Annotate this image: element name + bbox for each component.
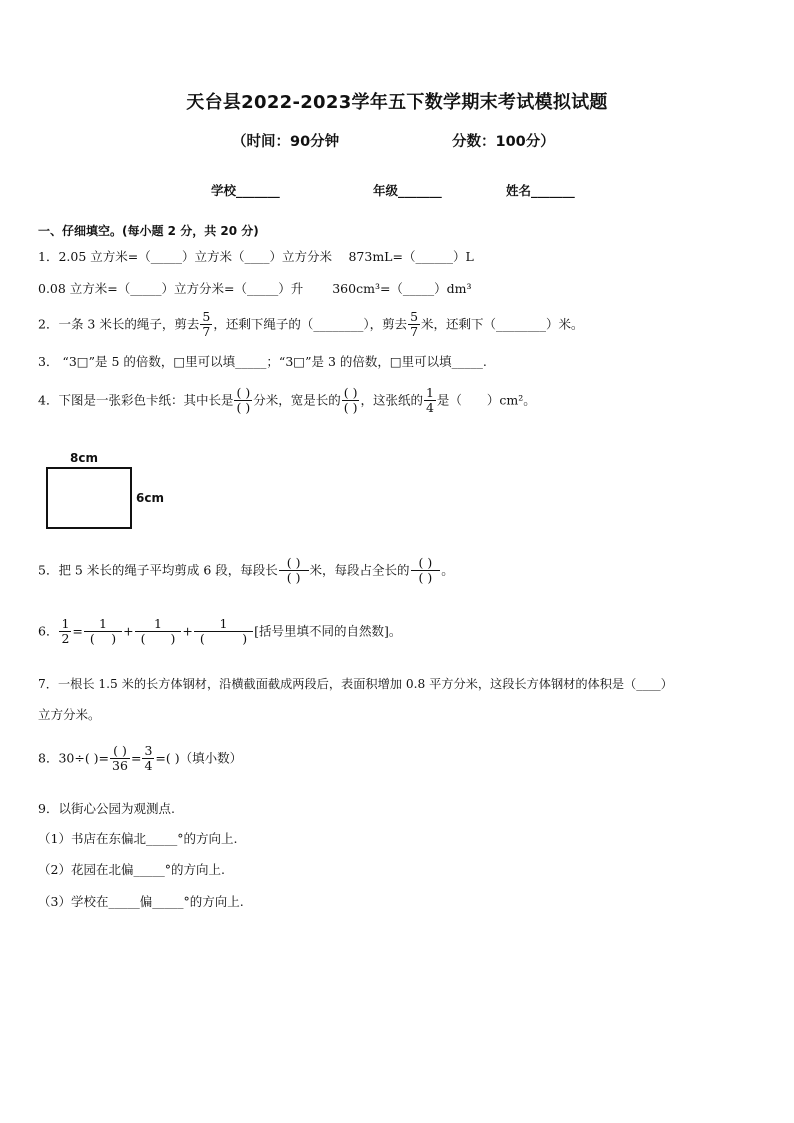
question-7-line-1: 7．一根长 1.5 米的长方体钢材，沿横截面截成两段后，表面积增加 0.8 平方分米，这段长方体钢材的体积是（____） [38,677,673,691]
length-label: 8cm [70,451,98,465]
question-7-line-2: 立方分米。 [38,707,101,722]
q2-text-c: 米，还剩下（________）米。 [421,316,584,332]
question-1-line-2: 0.08 立方米=（_____）立方分米=（_____）升 360cm³=（_____）dm³ [38,281,472,296]
equals-sign: = [130,750,142,766]
denominator: ( ) [140,631,176,647]
plus-sign: + [182,623,193,639]
question-9-part-2: （2）花园在北偏_____°的方向上. [38,862,225,877]
question-5 [38,556,454,586]
q4-text-b: 分米，宽是长的 [253,392,341,408]
question-6 [38,617,401,647]
q8-text-c: =( )（填小数） [155,750,243,766]
equals-sign: = [72,623,83,639]
question-2 [38,310,584,340]
q2-text-a: 2．一条 3 米长的绳子，剪去 [38,316,200,332]
numerator: 1 [84,617,122,632]
question-9-part-1: （1）书店在东偏北_____°的方向上. [38,831,238,846]
numerator: ( ) [236,385,251,400]
question-8 [38,744,242,774]
denominator: ( ) [418,570,433,586]
numerator: ( ) [279,556,309,571]
fraction-blank-36 [110,744,130,774]
plus-sign: + [123,623,134,639]
denominator: 7 [410,324,419,340]
q5-text-a: 5．把 5 米长的绳子平均剪成 6 段，每段长 [38,562,278,578]
question-4 [38,386,536,416]
denominator: ( ) [199,631,248,647]
fraction-1-4 [424,386,436,416]
section-heading: 一、仔细填空。(每小题 2 分，共 20 分) [38,224,259,238]
question-1-line-1: 1．2.05 立方米=（_____）立方米（____）立方分米 873mL=（______）L [38,249,474,264]
unit-fraction [194,617,253,647]
denominator: 4 [425,400,434,416]
fraction-1-2 [59,617,71,647]
q4-text-a: 4．下图是一张彩色卡纸：其中长是 [38,392,234,408]
numerator: 1 [61,616,70,631]
q5-text-b: 米，每段占全长的 [309,562,410,578]
blank-fraction [234,386,252,416]
q4-text-c: ，这张纸的 [360,392,423,408]
denominator: ( ) [89,631,117,647]
q5-text-c: 。 [441,562,454,578]
exam-time: （时间：90分钟 [232,134,340,150]
blank-fraction [279,556,309,586]
fraction-5-7 [200,310,212,340]
denominator: ( ) [236,400,251,416]
fraction-5-7 [408,310,420,340]
q2-text-b: ，还剩下绳子的（________），剪去 [213,316,408,332]
numerator: ( ) [343,385,358,400]
q6-number: 6． [38,623,59,639]
unit-fraction [135,617,182,647]
q6-note: [括号里填不同的自然数]。 [254,623,402,639]
denominator: 4 [144,758,153,774]
exam-score: 分数：100分） [452,134,555,150]
unit-fraction [84,617,122,647]
q8-text-a: 8．30÷( )= [38,750,110,766]
name-field: 姓名_______ [506,183,575,198]
denominator: 36 [112,758,128,774]
blank-fraction [342,386,360,416]
numerator: 1 [425,385,434,400]
numerator: 3 [144,743,153,758]
question-3: 3． “3□”是 5 的倍数，□里可以填_____；“3□”是 3 的倍数，□里可以填_____. [38,354,487,369]
question-9-intro: 9．以街心公园为观测点. [38,801,175,816]
denominator: ( ) [286,570,301,586]
numerator: ( ) [411,556,441,571]
denominator: ( ) [343,400,358,416]
denominator: 2 [61,631,70,647]
numerator: 1 [135,617,182,632]
grade-field: 年级_______ [373,183,442,198]
numerator: ( ) [110,744,130,759]
question-9-part-3: （3）学校在_____偏_____°的方向上. [38,894,244,909]
width-label: 6cm [136,491,164,505]
numerator: 1 [194,617,253,632]
blank-fraction [411,556,441,586]
fraction-3-4 [142,744,154,774]
school-field: 学校_______ [211,183,280,198]
paper-rectangle [46,467,132,529]
numerator: 5 [410,309,419,324]
denominator: 7 [202,324,211,340]
q4-text-d: 是（ ）cm²。 [436,392,536,408]
page-title: 天台县2022-2023学年五下数学期末考试模拟试题 [186,92,608,113]
numerator: 5 [202,309,211,324]
